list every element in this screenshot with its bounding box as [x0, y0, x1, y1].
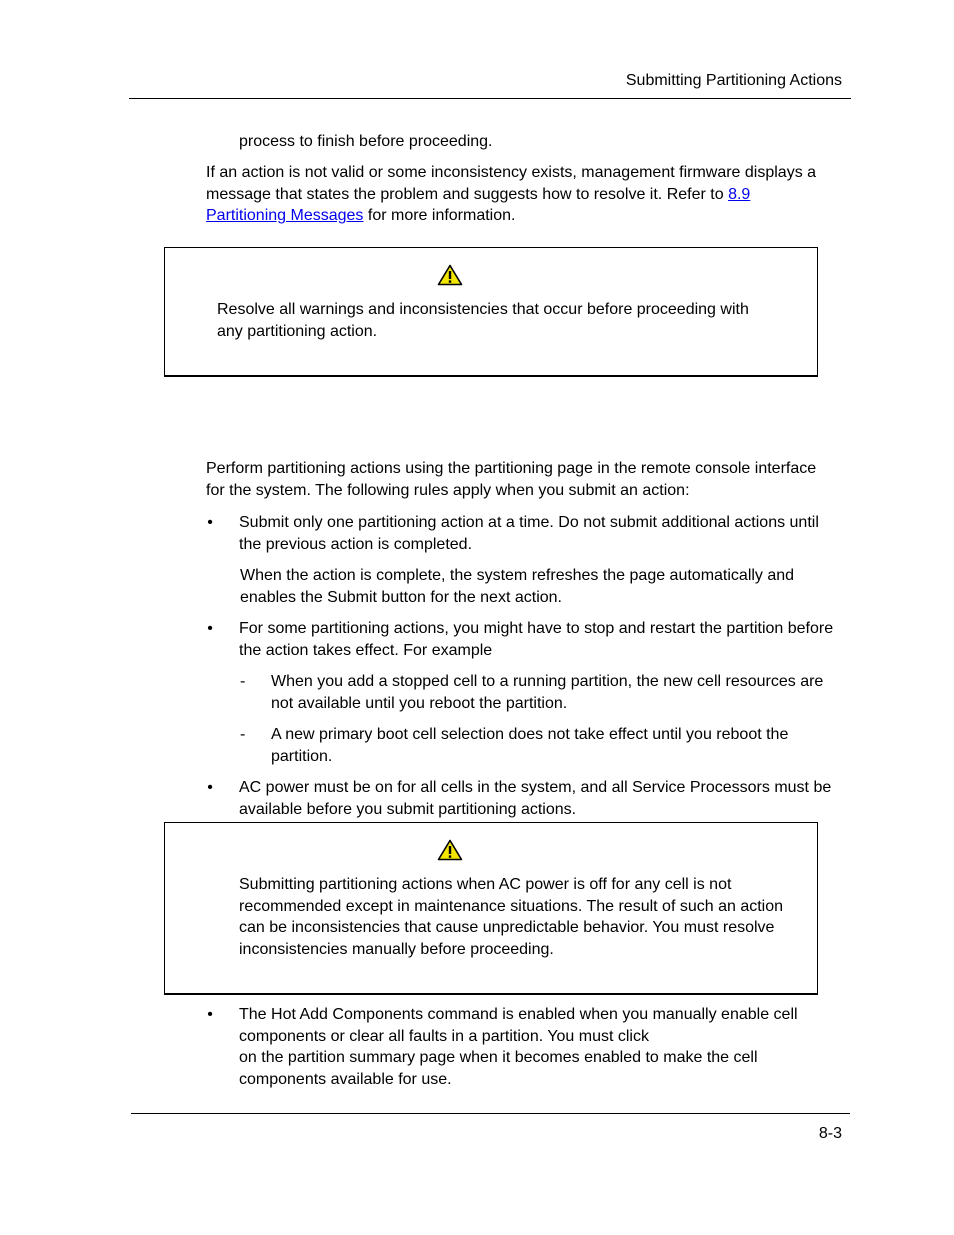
dash-marker: -	[240, 673, 246, 690]
bullet-1-sub-paragraph	[240, 565, 794, 608]
bullet-marker: •	[207, 620, 213, 637]
bullet-2-line-1: For some partitioning actions, you might have to stop and restart the partition before	[239, 620, 834, 637]
bullet-2-text	[239, 618, 833, 661]
bullet-4-line-4: components available for use.	[239, 1070, 452, 1088]
inconsistency-paragraph	[206, 162, 836, 227]
inconsistency-text-tail: for more information.	[363, 207, 516, 225]
link-text-part2: Partitioning Messages	[206, 207, 364, 225]
bullet-marker: •	[207, 514, 213, 531]
bullet-3-line-1: AC power must be on for all cells in the system, and all Service Processors must be	[239, 779, 832, 796]
inconsistency-text: If an action is not valid or some inconsistency exists, management firmware displays a message that states the problem and suggests how to resolve it. Refer to	[206, 164, 817, 203]
caution-2-line-4: inconsistencies manually before proceeding.	[239, 940, 554, 958]
caution-2-line-3: can be inconsistencies that cause unpredictable behavior. You must resolve	[239, 919, 775, 937]
bullet-4-line-2: components or clear all faults in a partition. You must click	[239, 1027, 649, 1045]
caution-1-line-1: Resolve all warnings and inconsistencies that occur before proceeding with	[217, 301, 749, 318]
bullet-3-line-2: available before you submit partitioning actions.	[239, 800, 577, 818]
continued-line-text: process to finish before proceeding.	[239, 133, 493, 150]
caution-2-text	[239, 874, 783, 960]
link-text-part1: 8.9	[728, 185, 751, 203]
dash-2-line-1: A new primary boot cell selection does not take effect until you reboot the	[271, 726, 789, 743]
bullet-4-text	[239, 1004, 798, 1090]
bullet-4-line-3: on the partition summary page when it becomes enabled to make the cell	[239, 1049, 758, 1067]
caution-2-line-1: Submitting partitioning actions when AC power is off for any cell is not	[239, 876, 732, 893]
bullet-1-line-1: Submit only one partitioning action at a time. Do not submit additional actions until	[239, 514, 819, 531]
dash-1-text	[271, 671, 823, 714]
bullet-marker: •	[207, 779, 213, 796]
caution-2-line-2: recommended except in maintenance situations. The result of such an action	[239, 897, 784, 915]
caution-1-text	[217, 299, 749, 342]
section-intro-line-2: for the system. The following rules apply when you submit an action:	[206, 481, 690, 499]
continued-line	[239, 131, 492, 153]
running-header-title: Submitting Partitioning Actions	[625, 72, 842, 89]
dash-1-line-1: When you add a stopped cell to a running partition, the new cell resources are	[271, 673, 824, 690]
bullet-2-line-2: the action takes effect. For example	[239, 641, 493, 659]
bullet-3-text	[239, 777, 831, 820]
bullet-1-sub-line-2: enables the Submit button for the next action.	[240, 588, 562, 606]
page-number: 8-3	[818, 1125, 842, 1142]
section-intro-line-1: Perform partitioning actions using the partitioning page in the remote console interface	[206, 460, 817, 477]
bullet-1-text	[239, 512, 819, 555]
bullet-1-sub-line-1: When the action is complete, the system refreshes the page automatically and	[240, 567, 795, 584]
bullet-1-line-2: the previous action is completed.	[239, 535, 473, 553]
dash-1-line-2: not available until you reboot the partition.	[271, 694, 568, 712]
caution-box-1	[164, 247, 818, 377]
footer-rule	[131, 1113, 850, 1114]
dash-2-text	[271, 724, 788, 767]
warning-triangle-icon	[437, 839, 463, 861]
header-rule	[129, 98, 851, 99]
section-intro-paragraph	[206, 458, 816, 501]
dash-marker: -	[240, 726, 246, 743]
bullet-4-line-1: The Hot Add Components command is enabled when you manually enable cell	[239, 1006, 798, 1023]
dash-2-line-2: partition.	[271, 747, 333, 765]
caution-box-2	[164, 822, 818, 995]
warning-triangle-icon	[437, 264, 463, 286]
caution-1-line-2: any partitioning action.	[217, 322, 378, 340]
bullet-marker: •	[207, 1006, 213, 1023]
